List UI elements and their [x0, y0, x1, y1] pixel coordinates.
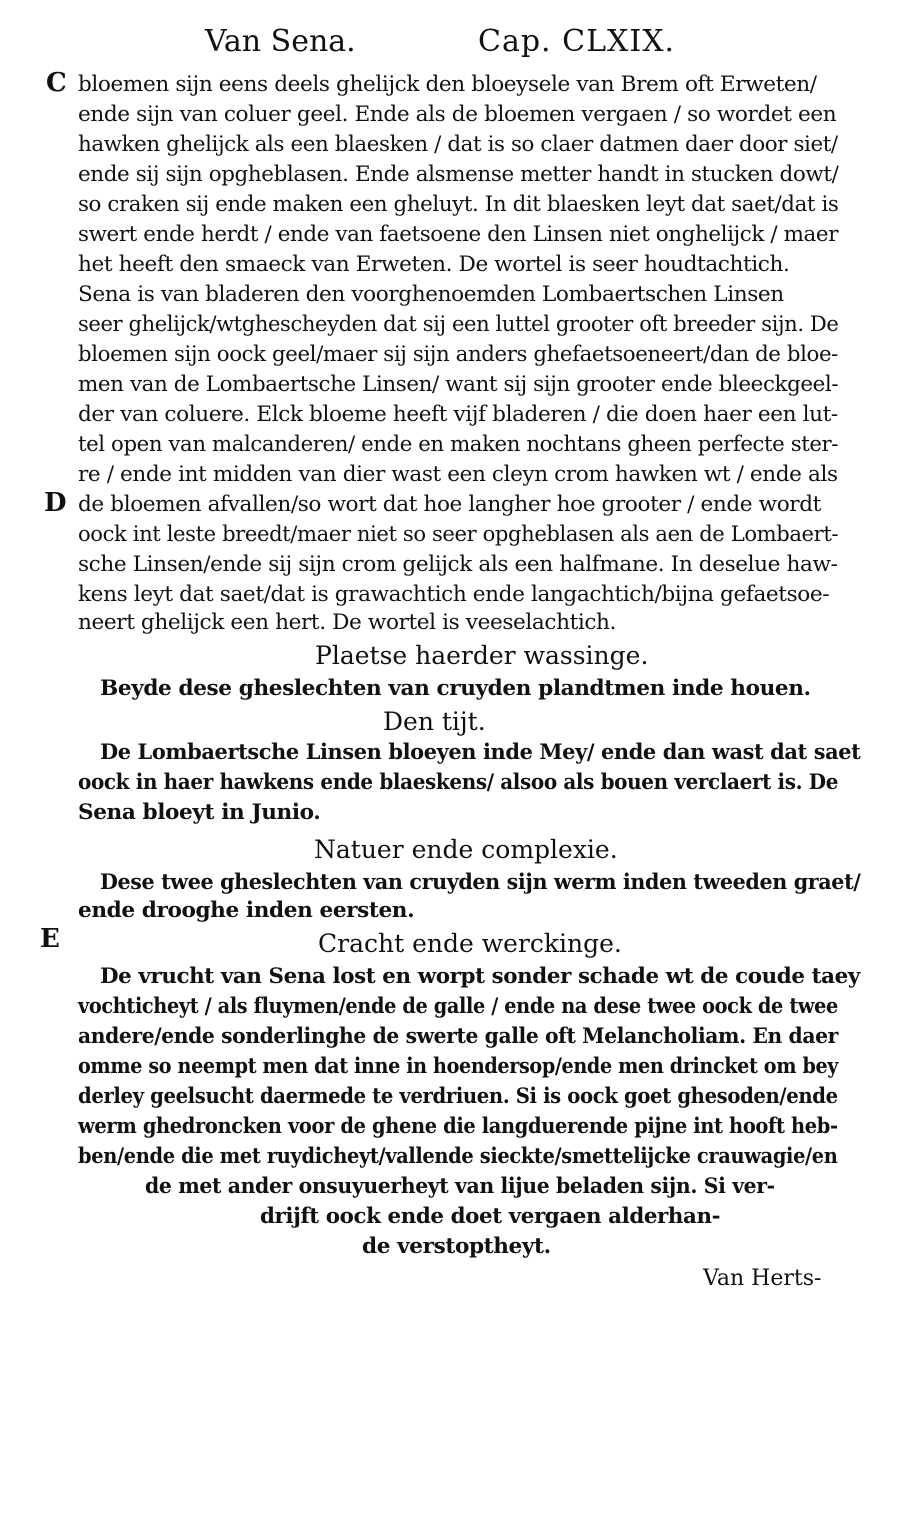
text-line: so craken sij ende maken een gheluyt. In dit blaesken leyt dat saet/dat is — [78, 192, 839, 217]
text-line: neert ghelijck een hert. De wortel is veeselachtich. — [78, 610, 617, 635]
text-line: oock in haer hawkens ende blaeskens/ alsoo als bouen verclaert is. De — [78, 770, 839, 795]
text-line: omme so neempt men dat inne in hoendersop/ende men drincket om bey — [78, 1054, 839, 1079]
text-line: de verstoptheyt. — [362, 1234, 551, 1259]
text-line: derley geelsucht daermede te verdriuen. Si is oock goet ghesoden/ende — [78, 1084, 838, 1109]
text-line: tel open van malcanderen/ ende en maken nochtans gheen perfecte ster- — [78, 432, 839, 457]
section-heading-nature: Natuer ende complexie. — [314, 835, 618, 864]
running-head — [0, 22, 900, 62]
text-line: men van de Lombaertsche Linsen/ want sij sijn grooter ende bleeckgeel- — [78, 372, 839, 397]
text-line: bloemen sijn eens deels ghelijck den bloeysele van Brem oft Erweten/ — [78, 72, 817, 97]
text-line: De Lombaertsche Linsen bloeyen inde Mey/ ende dan wast dat saet — [100, 740, 861, 765]
text-line: re / ende int midden van dier wast een cleyn crom hawken wt / ende als — [78, 462, 838, 487]
text-line: ende sijn van coluer geel. Ende als de bloemen vergaen / so wordet een — [78, 102, 837, 127]
text-line: ende drooghe inden eersten. — [78, 898, 415, 923]
section-marker-e: E — [40, 924, 60, 954]
text-line: sche Linsen/ende sij sijn crom gelijck als een halfmane. In deselue haw- — [78, 552, 838, 577]
catchword: Van Herts- — [703, 1266, 822, 1291]
text-line: Dese twee gheslechten van cruyden sijn werm inden tweeden graet/ — [100, 870, 861, 895]
section-heading-time: Den tijt. — [383, 707, 486, 736]
text-line: bloemen sijn oock geel/maer sij sijn anders ghefaetsoeneert/dan de bloe- — [78, 342, 838, 367]
text-line: hawken ghelijck als een blaesken / dat is so claer datmen daer door siet/ — [78, 132, 838, 157]
section-marker-c: C — [46, 68, 67, 98]
text-line: seer ghelijck/wtghescheyden dat sij een luttel grooter oft breeder sijn. De — [78, 312, 839, 337]
text-line: de bloemen afvallen/so wort dat hoe langher hoe grooter / ende wordt — [78, 492, 821, 517]
text-line: Sena bloeyt in Junio. — [78, 800, 321, 825]
text-line: drijft oock ende doet vergaen alderhan- — [260, 1204, 721, 1229]
text-line: oock int leste breedt/maer niet so seer opgheblasen als aen de Lombaert- — [78, 522, 839, 547]
text-line: swert ende herdt / ende van faetsoene den Linsen niet ongheliјck / maer — [78, 222, 839, 247]
section-heading-place: Plaetse haerder wassinge. — [315, 641, 649, 670]
running-head-title: Van Sena. — [205, 24, 356, 59]
text-line: ende sij sijn opgheblasen. Ende alsmense metter handt in stucken dowt/ — [78, 162, 839, 187]
section-heading-power: Cracht ende werckinge. — [318, 929, 622, 958]
text-line: vochticheyt / als fluymen/ende de galle / ende na dese twee oock de twee — [78, 994, 838, 1019]
text-line: der van coluere. Elck bloeme heeft vijf bladeren / die doen haer een lut- — [78, 402, 838, 427]
section-marker-d: D — [44, 488, 67, 518]
text-line: Sena is van bladeren den voorghenoemden Lombaertschen Linsen — [78, 282, 784, 307]
text-line: De vrucht van Sena lost en worpt sonder schade wt de coude taey — [100, 964, 860, 989]
text-line: de met ander onsuyuerheyt van lijue beladen sijn. Si ver- — [145, 1174, 775, 1199]
text-line: het heeft den smaeck van Erweten. De wortel is seer houdtachtich. — [78, 252, 790, 277]
text-line: Beyde dese gheslechten van cruyden plandtmen inde houen. — [100, 676, 811, 701]
chapter-number: Cap. CLXIX. — [478, 24, 676, 59]
text-line: andere/ende sonderlinghe de swerte galle oft Melancholiam. En daer — [78, 1024, 838, 1049]
text-line: ben/ende die met ruydicheyt/vallende sieckte/smettelijcke crauwagie/en — [78, 1144, 838, 1169]
text-line: werm ghedroncken voor de ghene die langduerende pijne int hooft heb- — [78, 1114, 838, 1139]
text-line: kens leyt dat saet/dat is grawachtich ende langachtich/bijna gefaetsoe- — [78, 582, 830, 607]
